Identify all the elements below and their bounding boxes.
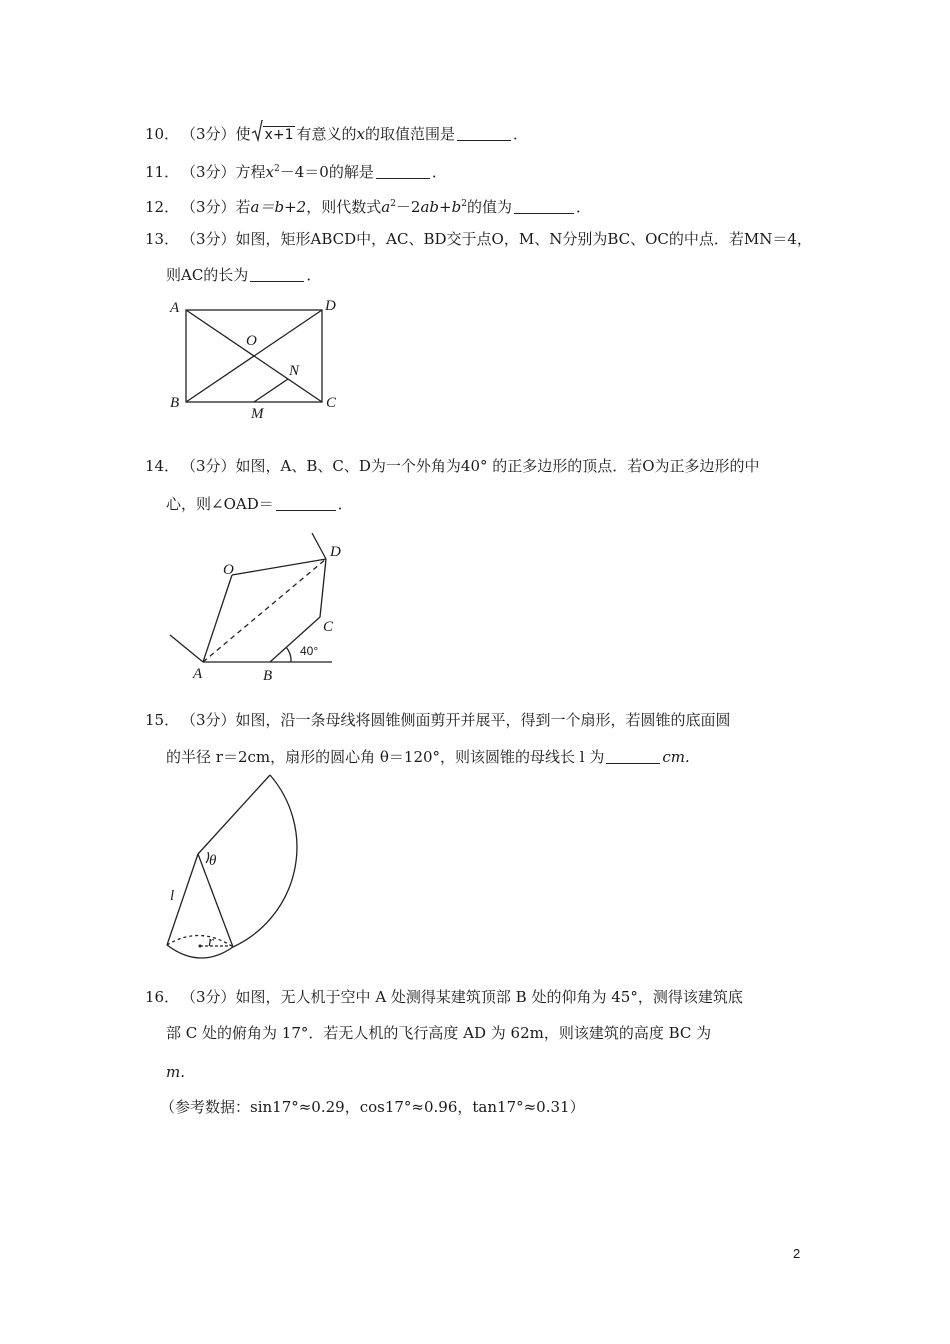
polygon-figure [160,525,360,685]
unit: m. [166,1063,185,1081]
question-text: 心，则∠OAD＝ [166,495,274,513]
question-number: 15． [145,711,180,729]
label-n: N [289,363,300,379]
label-l: l [170,888,175,904]
label-c: C [326,395,337,411]
question-number: 14． [145,457,180,475]
angle-arc [286,647,291,662]
question-text: （3分）如图，沿一条母线将圆锥侧面剪开并展平，得到一个扇形，若圆锥的底面圆 [181,711,731,729]
extension-left [170,635,203,662]
variable: x [265,163,275,181]
question-number: 16． [145,988,180,1006]
label-m: M [251,406,264,422]
question-text: 的半径 r＝2cm，扇形的圆心角 θ＝120°，则该圆锥的母线长 l 为 [166,748,605,766]
radical-sign-icon [251,120,263,142]
question-10 [145,123,528,146]
reference-data: （参考数据：sin17°≈0.29，cos17°≈0.96，tan17°≈0.31） [160,1098,585,1116]
sector-radius [198,775,270,854]
question-14-line2 [166,493,353,515]
question-15 [145,709,731,731]
question-text: －2 [395,198,421,216]
answer-blank[interactable] [276,496,336,511]
label-r: r [208,934,214,950]
label-o: O [246,333,257,349]
variable: a [381,198,391,216]
question-16-line3 [166,1061,185,1083]
question-text: （3分）如图，A、B、C、D为一个外角为40° 的正多边形的顶点．若O为正多边形的中 [181,457,760,475]
rectangle-figure [160,292,350,424]
question-11 [145,158,447,183]
cone-figure [160,770,320,970]
question-text: －4＝0的解是 [279,163,374,181]
question-16-line2 [166,1022,711,1044]
segment-od [232,559,326,575]
question-16-reference [160,1096,585,1118]
segment-mn [254,379,288,402]
question-number: 10． [145,125,180,143]
unit: cm. [662,748,690,766]
variable: ab [420,198,440,216]
variable: x [356,125,365,143]
label-o: O [223,562,234,578]
question-text: ． [512,125,528,143]
condition-expression: a＝b+2 [250,198,307,216]
label-d: D [325,298,336,314]
question-text: 的值为 [466,198,512,216]
question-text: （3分）若 [181,198,251,216]
radicand: x+1 [264,127,294,143]
question-text: （3分）如图，无人机于空中 A 处测得某建筑顶部 B 处的仰角为 45°，测得该建筑底 [181,988,743,1006]
answer-blank[interactable] [250,267,304,282]
segment-dc [320,559,326,617]
base-center-dot [199,945,202,948]
question-16 [145,986,743,1008]
question-text: 有意义的 [296,125,357,143]
exponent: 2 [274,164,280,174]
label-a: A [193,666,203,682]
exponent: 2 [461,199,467,209]
label-a: A [170,300,180,316]
exponent: 2 [390,199,396,209]
question-13-line2 [166,264,321,286]
question-text: ． [337,495,353,513]
label-theta: θ [209,853,217,869]
answer-blank[interactable] [457,126,511,141]
label-b: B [170,395,180,411]
question-14 [145,455,760,477]
answer-blank[interactable] [606,749,660,764]
question-12 [145,193,591,218]
question-text: 则AC的长为 [166,266,249,284]
sector-arc [233,775,297,947]
question-15-line2 [166,746,690,768]
question-text: （3分）方程 [181,163,266,181]
label-c: C [323,619,334,635]
variable: b [451,198,462,216]
question-text: 部 C 处的俯角为 17°．若无人机的飞行高度 AD 为 62m，则该建筑的高度 BC 为 [166,1024,712,1042]
angle-label: 40° [300,644,319,658]
segment-ao [203,575,232,662]
question-number: 13． [145,230,180,248]
question-number: 12． [145,198,180,216]
answer-blank[interactable] [376,164,430,179]
square-root [251,123,296,146]
operator: + [439,198,452,216]
question-text: （3分）如图，矩形ABCD中，AC、BD交于点O，M、N分别为BC、OC的中点．若MN＝4， [181,230,812,248]
question-text: ． [431,163,447,181]
label-d: D [330,544,341,560]
question-text: ． [575,198,591,216]
question-text: 的取值范围是 [364,125,455,143]
question-13 [145,228,812,250]
question-number: 11． [145,163,180,181]
extension-top [312,533,326,559]
label-b: B [263,668,273,684]
question-text: ． [306,266,322,284]
question-text: （3分）使 [181,125,251,143]
page-number: 2 [793,1246,801,1261]
answer-blank[interactable] [514,199,574,214]
question-text: ，则代数式 [306,198,382,216]
